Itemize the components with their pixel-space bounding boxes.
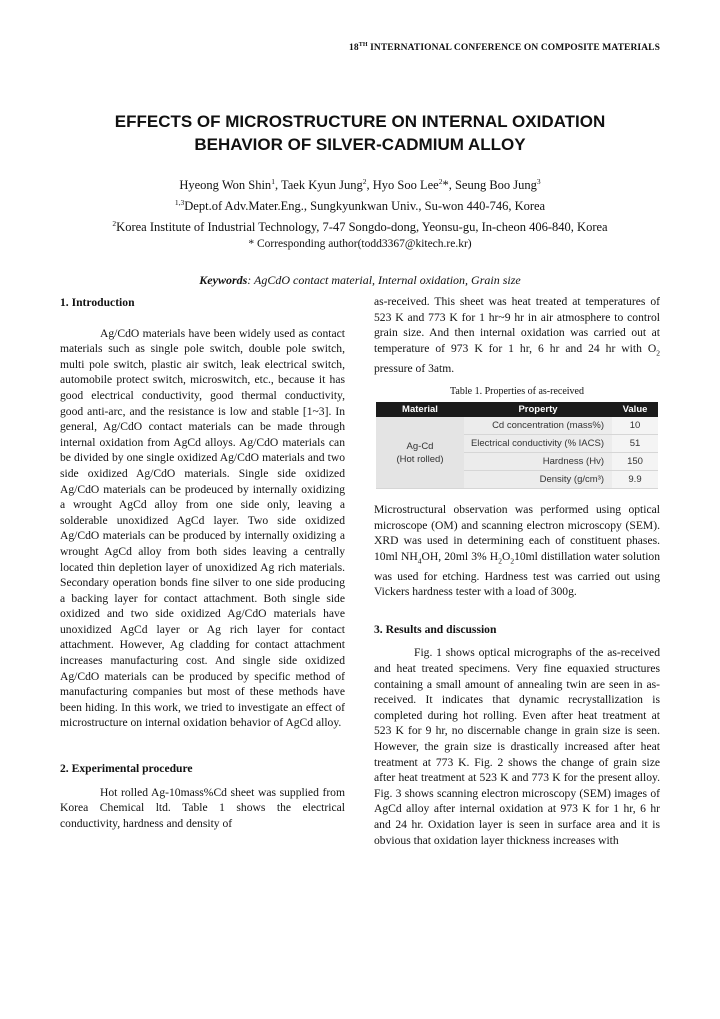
table-caption: Table 1. Properties of as-received [450, 386, 584, 397]
results-heading: 3. Results and discussion [374, 622, 497, 636]
table-header-row [376, 402, 658, 417]
experimental-paragraph-cont: as-received. This sheet was heat treated at temperatures of 523 K and 773 K for 1 hr~9 hr in air atmosphere to control grain size. And then internal oxidation was carried out at temperature of 973 K for 1 hr, 6 hr and 24 hr with $O_2$ pressure of 3atm. [374, 295, 660, 375]
methods-paragraph: Microstructural observation was performed using optical microscope (OM) and scanning electron microscopy (SEM). XRD was used in determining each of constituent phases. 10ml $NH_4OH$, 20ml 3% $H_2O_210ml$ distillation water solution was used for etching. Hardness test was carried out using Vickers hardness tester with a load of 300g. [374, 503, 661, 599]
value-cell: 9.9 [612, 471, 658, 489]
corresponding-author: * Corresponding author(todd3367@kitech.re.kr) [248, 238, 472, 250]
property-cell: Density (g/cm³) [464, 471, 612, 489]
properties-table [376, 402, 658, 489]
title-line-2: BEHAVIOR OF SILVER-CADMIUM ALLOY [194, 135, 526, 154]
table-header: Property [464, 402, 612, 417]
title-line-1: EFFECTS OF MICROSTRUCTURE ON INTERNAL OXIDATION [114, 112, 606, 131]
property-cell: Electrical conductivity (% IACS) [464, 435, 612, 453]
table-header: Value [612, 402, 658, 417]
right-column-bottom [374, 502, 660, 848]
intro-paragraph: Ag/CdO materials have been widely used as contact materials such as single pole switch, double pole switch, multi pole switch, plastic air switch, leak electrical switch, automobile protect switch, microswitch, etc., because it has good electrical conductivity, good thermal conductivity, good anti-arc, and the resistance is low and stable [1~3]. In general, Ag/CdO contact materials can be made through internal oxidation from AgCd alloys. Ag/CdO materials can be divided by one single oxidized Ag/CdO materials and two side oxidized Ag/CdO materials. Single side oxidized Ag/CdO materials can be prodeuced by internally oxidizing a wrought AgCd alloy from one side only, leaving a solderable unoxidized AgCd layer. Two side oxidized Ag/CdO materials can be produced by internally oxidizing a wrought AgCd alloy from both sides leaving a centrally located thin depletion layer of unoxidized Ag rich materials. Secondary operation bonds fine silver to one side producing a backing layer for contact attachment. Both single side oxidized and two side oxidized Ag/CdO materials have unoxidized AgCd layer or Ag rich layer for contact attachment. However, Ag cladding for contact attachment increases manufacturing cost. And single side oxidized Ag/CdO materials can be produced by specific method of manufacturing companies but most of these methods have been hiding. In this work, we tried to investigate an effect of microstructure on internal oxidation behavior of AgCd alloy. [60, 326, 345, 730]
right-column-top [374, 294, 660, 376]
conference-header: 18TH INTERNATIONAL CONFERENCE ON COMPOSITE MATERIALS [349, 42, 660, 54]
experimental-heading: 2. Experimental procedure [60, 762, 193, 776]
author-block [20, 173, 700, 236]
left-column [60, 295, 345, 831]
intro-heading: 1. Introduction [60, 296, 135, 309]
paper-title [40, 110, 680, 156]
author-list: Hyeong Won Shin$^1$, Taek Kyun Jung$^2$, Hyo Soo Lee$^2$*, Seung Boo Jung$^3$ [179, 177, 541, 193]
results-paragraph: Fig. 1 shows optical micrographs of the as-received and heat treated specimens. Very fine equaxied structures containing a small amount of annealing twin are seen in as-received. It indicates that dynamic recrystallization is completed during hot rolling. Even after heat treatment at 523 K for 9 hr, no discernable change in grain size is seen. However, the grain size is drastically increased after heat treatment at 773 K. Fig. 2 shows the change of grain size after heat treatment at 523 K and 773 K for the present alloy. Fig. 3 shows scanning electron microscopy (SEM) images of AgCd alloy after internal oxidation at 973 K for 1 hr, 6 hr and 24 hr. Oxidation layer is seen in surface area and it is obvious that oxidation layer thickness increases with [374, 646, 660, 847]
table-header: Material [376, 402, 464, 417]
material-cell: Ag-Cd (Hot rolled) [376, 417, 464, 489]
affiliation-1: $^{1,3}$Dept.of Adv.Mater.Eng., Sungkyunkwan Univ., Su-won 440-746, Korea [174, 198, 546, 214]
value-cell: 10 [612, 417, 658, 435]
keywords: Keywords: AgCdO contact material, Internal oxidation, Grain size [199, 273, 521, 287]
affiliation-2: $^2$Korea Institute of Industrial Technology, 7-47 Songdo-dong, Yeonsu-gu, In-cheon 406-840, Korea [112, 219, 608, 235]
property-cell: Cd concentration (mass%) [464, 417, 612, 435]
property-cell: Hardness (Hv) [464, 453, 612, 471]
value-cell: 150 [612, 453, 658, 471]
value-cell: 51 [612, 435, 658, 453]
experimental-paragraph: Hot rolled Ag-10mass%Cd sheet was supplied from Korea Chemical ltd. Table 1 shows the electrical conductivity, hardness and density of [60, 785, 345, 830]
table-row [376, 417, 658, 435]
